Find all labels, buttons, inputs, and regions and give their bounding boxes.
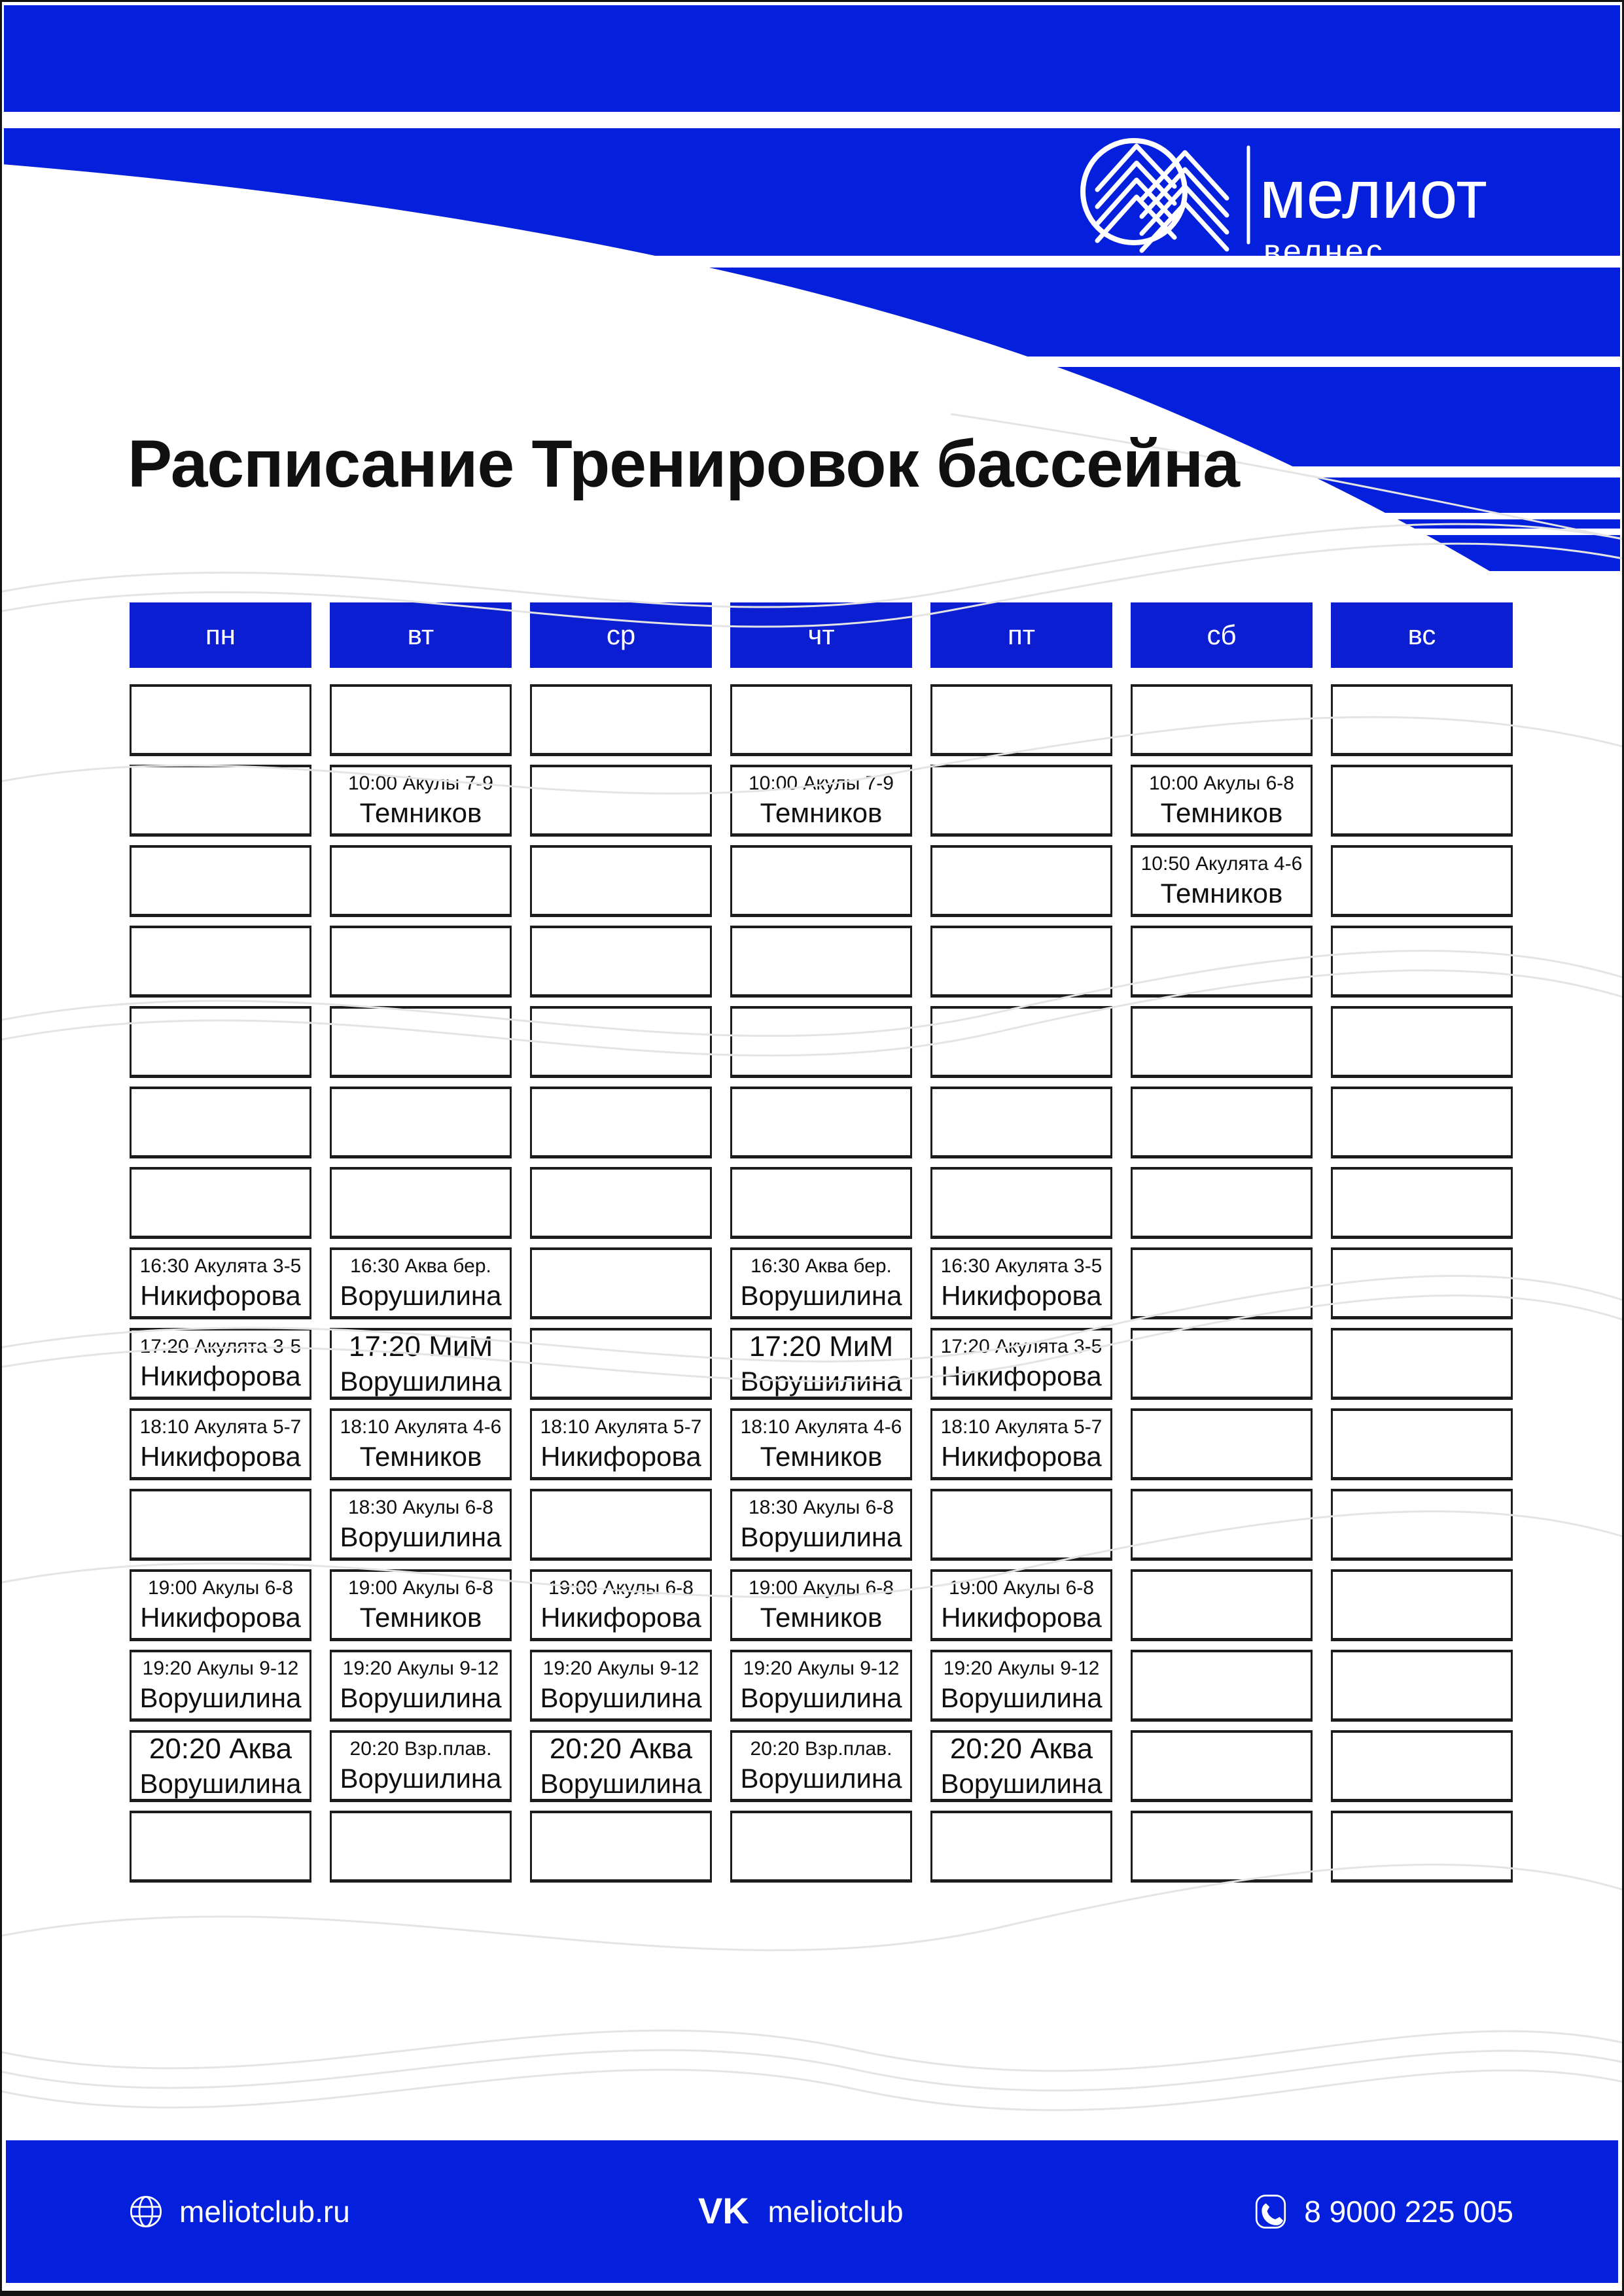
schedule-cell [130, 1408, 311, 1480]
schedule-cell [930, 1569, 1112, 1641]
schedule-cell [530, 1730, 712, 1802]
schedule-cell-empty [130, 1811, 311, 1883]
schedule-cell-empty [730, 684, 912, 756]
session-trainer: Никифорова [941, 1441, 1102, 1472]
schedule-cell-empty [530, 1328, 712, 1400]
session-time-group: 10:00 Акулы 7-9 [348, 772, 493, 794]
session-trainer: Ворушилина [740, 1522, 902, 1553]
schedule-cell-empty [530, 926, 712, 998]
session-trainer: Ворушилина [740, 1682, 902, 1714]
schedule-cell-empty [1131, 1247, 1313, 1319]
schedule-cell-empty [1331, 1489, 1513, 1561]
session-time-group: 19:20 Акулы 9-12 [542, 1657, 699, 1679]
schedule-cell-empty [1331, 1811, 1513, 1883]
schedule-cell [530, 1650, 712, 1722]
session-trainer: Никифорова [140, 1602, 301, 1633]
schedule-cell [730, 1730, 912, 1802]
schedule-cell-empty [1131, 684, 1313, 756]
schedule-cell-empty [1131, 1167, 1313, 1239]
schedule-cell-empty [1331, 1006, 1513, 1078]
header-banner [2, 2, 1624, 663]
schedule-cell-empty [1131, 926, 1313, 998]
session-time-group: 19:00 Акулы 6-8 [348, 1576, 493, 1599]
schedule-cell [330, 1328, 512, 1400]
session-trainer: Ворушилина [940, 1682, 1103, 1714]
session-time-group: 18:10 Акулята 5-7 [540, 1416, 702, 1438]
footer-phone-label: 8 9000 225 005 [1304, 2195, 1513, 2229]
session-trainer: Ворушилина [540, 1768, 702, 1800]
session-trainer: Никифорова [941, 1280, 1102, 1312]
schedule-cell-empty [1131, 1489, 1313, 1561]
schedule-cell-empty [1131, 1006, 1313, 1078]
schedule-cell [330, 765, 512, 837]
session-time-group: 10:00 Акулы 7-9 [749, 772, 894, 794]
schedule-cell-empty [330, 684, 512, 756]
session-time-group: 17:20 МиМ [348, 1330, 493, 1363]
session-time-group: 20:20 Аква [549, 1732, 693, 1765]
session-trainer: Ворушилина [940, 1768, 1103, 1800]
schedule-cell-empty [530, 1247, 712, 1319]
session-time-group: 16:30 Акулята 3-5 [139, 1255, 302, 1277]
schedule-cell-empty [1131, 1328, 1313, 1400]
schedule-cell-empty [1331, 1167, 1513, 1239]
schedule-cell-empty [930, 1087, 1112, 1158]
session-trainer: Ворушилина [740, 1763, 902, 1794]
session-trainer: Темников [359, 797, 482, 829]
session-time-group: 20:20 Взр.плав. [349, 1737, 492, 1760]
schedule-cell [530, 1569, 712, 1641]
schedule-cell-empty [930, 1489, 1112, 1561]
day-header-пн: пн [130, 602, 311, 668]
footer-website-label: meliotclub.ru [179, 2195, 350, 2229]
session-time-group: 18:30 Акулы 6-8 [348, 1496, 493, 1518]
logo-wordmark: мелиот [1260, 157, 1487, 233]
schedule-cell-empty [1331, 1328, 1513, 1400]
session-trainer: Никифорова [140, 1280, 301, 1312]
schedule-cell-empty [330, 1167, 512, 1239]
schedule-cell [730, 1328, 912, 1400]
day-header-пт: пт [930, 602, 1112, 668]
schedule-cell-empty [130, 1167, 311, 1239]
session-time-group: 20:20 Аква [949, 1732, 1093, 1765]
schedule-cell [130, 1730, 311, 1802]
schedule-cell-empty [530, 845, 712, 917]
session-time-group: 19:00 Акулы 6-8 [148, 1576, 293, 1599]
schedule-cell-empty [1131, 1408, 1313, 1480]
schedule-cell-empty [730, 926, 912, 998]
session-time-group: 19:20 Акулы 9-12 [142, 1657, 299, 1679]
session-time-group: 17:20 Акулята 3-5 [940, 1335, 1103, 1357]
schedule-cell [930, 1650, 1112, 1722]
schedule-cell-empty [1131, 1569, 1313, 1641]
schedule-cell [730, 1247, 912, 1319]
schedule-cell [930, 1730, 1112, 1802]
schedule-cell-empty [330, 1811, 512, 1883]
session-trainer: Ворушилина [740, 1280, 902, 1312]
schedule-cell-empty [130, 1006, 311, 1078]
schedule-cell-empty [1331, 1730, 1513, 1802]
session-trainer: Ворушилина [740, 1366, 902, 1397]
footer-website[interactable] [127, 2193, 350, 2231]
schedule-cell-empty [930, 926, 1112, 998]
schedule-cell-empty [130, 684, 311, 756]
session-time-group: 19:20 Акулы 9-12 [342, 1657, 499, 1679]
day-header-чт: чт [730, 602, 912, 668]
session-trainer: Ворушилина [540, 1682, 702, 1714]
schedule-cell [930, 1247, 1112, 1319]
schedule-cell-empty [530, 1811, 712, 1883]
session-trainer: Никифорова [540, 1441, 701, 1472]
session-time-group: 19:00 Акулы 6-8 [548, 1576, 694, 1599]
session-trainer: Ворушилина [340, 1763, 502, 1794]
schedule-cell-empty [330, 926, 512, 998]
schedule-cell [730, 765, 912, 837]
schedule-cell [1131, 765, 1313, 837]
schedule-cell-empty [130, 765, 311, 837]
vk-icon [698, 2191, 753, 2233]
schedule-cell [730, 1489, 912, 1561]
session-trainer: Темников [760, 1441, 883, 1472]
session-time-group: 16:30 Аква бер. [750, 1255, 892, 1277]
schedule-cell-empty [1331, 1247, 1513, 1319]
schedule-grid [130, 602, 1513, 1883]
session-time-group: 10:00 Акулы 6-8 [1149, 772, 1294, 794]
schedule-cell [730, 1408, 912, 1480]
session-trainer: Ворушилина [340, 1366, 502, 1397]
schedule-cell-empty [1131, 1811, 1313, 1883]
footer-vk-label: meliotclub [768, 2195, 904, 2229]
session-trainer: Никифорова [941, 1361, 1102, 1392]
session-trainer: Темников [760, 1602, 883, 1633]
session-time-group: 16:30 Акулята 3-5 [940, 1255, 1103, 1277]
session-time-group: 18:30 Акулы 6-8 [749, 1496, 894, 1518]
schedule-cell [330, 1489, 512, 1561]
session-trainer: Никифорова [140, 1441, 301, 1472]
session-time-group: 18:10 Акулята 5-7 [940, 1416, 1103, 1438]
schedule-cell [930, 1408, 1112, 1480]
schedule-cell-empty [930, 684, 1112, 756]
session-time-group: 18:10 Акулята 4-6 [740, 1416, 902, 1438]
session-trainer: Никифорова [941, 1602, 1102, 1633]
schedule-cell [330, 1247, 512, 1319]
schedule-cell-empty [930, 1811, 1112, 1883]
session-trainer: Темников [760, 797, 883, 829]
schedule-cell-empty [930, 845, 1112, 917]
schedule-cell-empty [130, 1489, 311, 1561]
session-time-group: 19:00 Акулы 6-8 [749, 1576, 894, 1599]
phone-icon [1252, 2193, 1290, 2231]
schedule-cell [330, 1650, 512, 1722]
schedule-cell-empty [1331, 845, 1513, 917]
day-header-сб: сб [1131, 602, 1313, 668]
day-header-вт: вт [330, 602, 512, 668]
session-time-group: 18:10 Акулята 4-6 [340, 1416, 502, 1438]
schedule-cell-empty [130, 845, 311, 917]
schedule-cell-empty [130, 926, 311, 998]
session-trainer: Темников [1160, 878, 1283, 909]
day-header-вс: вс [1331, 602, 1513, 668]
schedule-cell-empty [1331, 1650, 1513, 1722]
schedule-cell [330, 1408, 512, 1480]
session-time-group: 20:20 Аква [149, 1732, 292, 1765]
schedule-cell [730, 1569, 912, 1641]
footer-phone[interactable] [1252, 2193, 1513, 2231]
schedule-cell [330, 1730, 512, 1802]
schedule-cell-empty [1331, 684, 1513, 756]
session-time-group: 19:20 Акулы 9-12 [743, 1657, 900, 1679]
session-trainer: Никифорова [540, 1602, 701, 1633]
schedule-cell-empty [730, 1811, 912, 1883]
session-trainer: Темников [359, 1441, 482, 1472]
schedule-cell-empty [330, 845, 512, 917]
session-trainer: Ворушилина [340, 1280, 502, 1312]
schedule-cell [530, 1408, 712, 1480]
schedule-cell-empty [530, 1167, 712, 1239]
footer-bar [6, 2140, 1618, 2283]
schedule-cell-empty [1131, 1650, 1313, 1722]
session-time-group: 17:20 Акулята 3-5 [139, 1335, 302, 1357]
schedule-cell-empty [1131, 1087, 1313, 1158]
schedule-cell-empty [1331, 1569, 1513, 1641]
session-time-group: 17:20 МиМ [749, 1330, 894, 1363]
schedule-cell [930, 1328, 1112, 1400]
session-trainer: Ворушилина [340, 1522, 502, 1553]
schedule-cell-empty [730, 845, 912, 917]
session-trainer: Ворушилина [340, 1682, 502, 1714]
session-time-group: 18:10 Акулята 5-7 [139, 1416, 302, 1438]
schedule-cell-empty [330, 1087, 512, 1158]
schedule-cell [130, 1247, 311, 1319]
schedule-cell-empty [530, 1087, 712, 1158]
schedule-cell [130, 1328, 311, 1400]
schedule-cell-empty [1331, 765, 1513, 837]
schedule-cell-empty [930, 1167, 1112, 1239]
schedule-cell-empty [530, 1489, 712, 1561]
schedule-cell-empty [930, 765, 1112, 837]
session-trainer: Никифорова [140, 1361, 301, 1392]
schedule-cell [1131, 845, 1313, 917]
schedule-cell [330, 1569, 512, 1641]
schedule-cell-empty [930, 1006, 1112, 1078]
schedule-cell-empty [730, 1087, 912, 1158]
logo-subtitle: велнес [1263, 233, 1385, 270]
schedule-cell-empty [730, 1006, 912, 1078]
schedule-cell-empty [530, 1006, 712, 1078]
schedule-cell-empty [530, 684, 712, 756]
schedule-cell-empty [530, 765, 712, 837]
page-title: Расписание Тренировок бассейна [128, 426, 1239, 501]
svg-text:VK: VK [698, 2191, 750, 2231]
day-header-ср: ср [530, 602, 712, 668]
schedule-cell-empty [130, 1087, 311, 1158]
session-trainer: Темников [359, 1602, 482, 1633]
session-time-group: 10:50 Акулята 4-6 [1140, 852, 1303, 875]
session-trainer: Ворушилина [139, 1768, 302, 1800]
schedule-cell-empty [1331, 1408, 1513, 1480]
session-time-group: 16:30 Аква бер. [350, 1255, 491, 1277]
session-time-group: 19:20 Акулы 9-12 [943, 1657, 1100, 1679]
session-trainer: Темников [1160, 797, 1283, 829]
schedule-cell [730, 1650, 912, 1722]
schedule-cell [130, 1569, 311, 1641]
globe-icon [127, 2193, 165, 2231]
schedule-cell-empty [1331, 926, 1513, 998]
session-trainer: Ворушилина [139, 1682, 302, 1714]
schedule-cell-empty [330, 1006, 512, 1078]
session-time-group: 20:20 Взр.плав. [750, 1737, 892, 1760]
session-time-group: 19:00 Акулы 6-8 [949, 1576, 1094, 1599]
schedule-cell-empty [1131, 1730, 1313, 1802]
footer-vk[interactable] [698, 2191, 903, 2233]
schedule-cell [130, 1650, 311, 1722]
schedule-cell-empty [1331, 1087, 1513, 1158]
schedule-cell-empty [730, 1167, 912, 1239]
